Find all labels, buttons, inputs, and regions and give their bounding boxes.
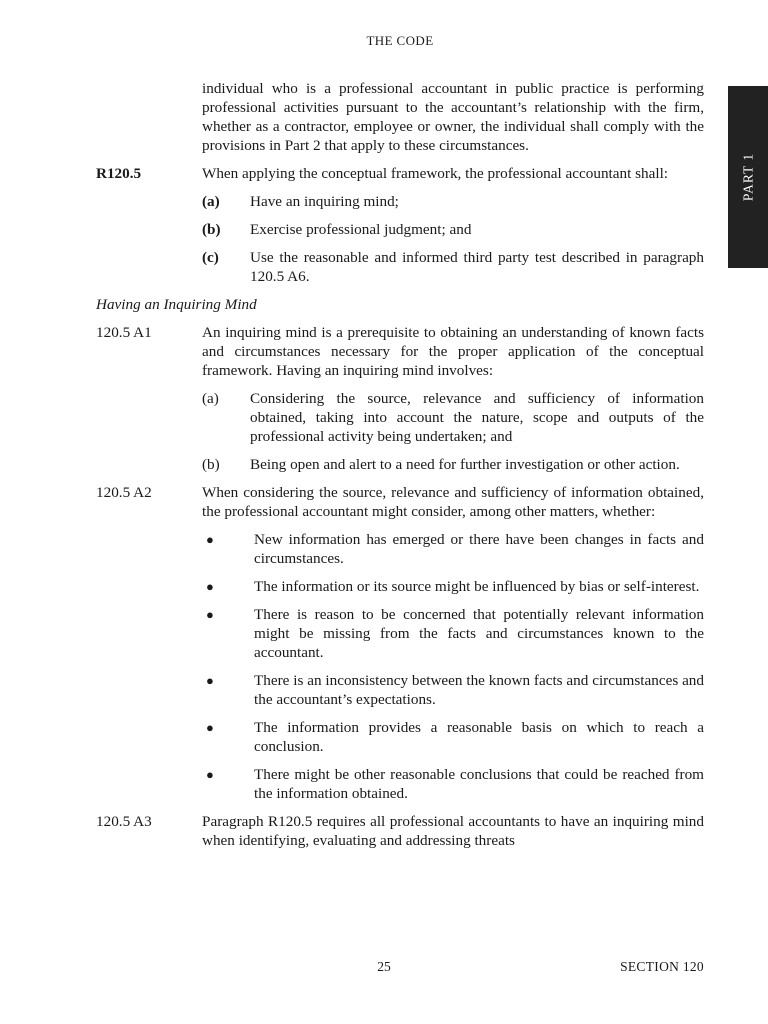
list-marker: (c) — [202, 249, 219, 266]
part-tab-label: PART 1 — [740, 152, 756, 202]
paragraph-number: 120.5 A2 — [96, 484, 152, 501]
paragraph-120-5-a2 — [96, 483, 704, 521]
page-number: 25 — [377, 959, 391, 974]
paragraph-120-5-a1 — [96, 323, 704, 380]
bullet-icon: ● — [206, 720, 214, 735]
list-item-text: Being open and alert to a need for further investigation or other action. — [250, 456, 680, 473]
list-marker: (a) — [202, 390, 219, 407]
bullet-item — [202, 765, 704, 803]
bullet-item — [202, 718, 704, 756]
bullet-text: New information has emerged or there have been changes in facts and circumstances. — [254, 531, 704, 567]
list-marker: (b) — [202, 221, 221, 238]
paragraph-number: 120.5 A1 — [96, 324, 152, 341]
bullet-text: The information or its source might be influenced by bias or self-interest. — [254, 578, 700, 595]
list-item — [202, 455, 704, 474]
bullet-text: There might be other reasonable conclusions that could be reached from the information obtained. — [254, 766, 704, 802]
list-item — [202, 192, 704, 211]
intro-text: individual who is a professional accountant in public practice is performing professional activities pursuant to the accountant’s relationship with the firm, whether as a contractor, employee or owner, the individual shall comply with the provisions in Part 2 that apply to these circumstances. — [202, 80, 704, 154]
list-item — [202, 220, 704, 239]
list-marker: (a) — [202, 193, 220, 210]
bullet-icon: ● — [206, 579, 214, 594]
running-header: THE CODE — [366, 33, 434, 48]
subheading: Having an Inquiring Mind — [96, 296, 257, 313]
bullet-item — [202, 530, 704, 568]
list-item-text: Use the reasonable and informed third party test described in paragraph 120.5 A6. — [250, 249, 704, 285]
list-item-text: Have an inquiring mind; — [250, 193, 399, 210]
paragraph-r120-5 — [96, 164, 704, 183]
paragraph-text: An inquiring mind is a prerequisite to obtaining an understanding of known facts and circumstances necessary for the proper application of the conceptual framework. Having an inquiring mind involves: — [202, 324, 704, 379]
bullet-icon: ● — [206, 767, 214, 782]
paragraph-text: When considering the source, relevance and sufficiency of information obtained, the professional accountant might consider, among other matters, whether: — [202, 484, 704, 520]
part-tab — [728, 86, 768, 268]
bullet-icon: ● — [206, 532, 214, 547]
bullet-text: There is an inconsistency between the known facts and circumstances and the accountant’s expectations. — [254, 672, 704, 708]
list-item-text: Considering the source, relevance and sufficiency of information obtained, taking into account the nature, scope and outputs of the professional activity being undertaken; and — [250, 390, 704, 445]
intro-paragraph — [96, 79, 704, 155]
paragraph-number: 120.5 A3 — [96, 813, 152, 830]
bullet-icon: ● — [206, 607, 214, 622]
bullet-text: There is reason to be concerned that potentially relevant information might be missing from the facts and circumstances known to the accountant. — [254, 606, 704, 661]
section-label: SECTION 120 — [620, 959, 704, 974]
list-item — [202, 389, 704, 446]
bullet-text: The information provides a reasonable basis on which to reach a conclusion. — [254, 719, 704, 755]
page-footer — [96, 957, 704, 977]
page-body — [96, 79, 704, 859]
bullet-icon: ● — [206, 673, 214, 688]
paragraph-text: Paragraph R120.5 requires all professional accountants to have an inquiring mind when identifying, evaluating and addressing threats — [202, 813, 704, 849]
considerations-list — [202, 530, 704, 803]
bullet-item — [202, 671, 704, 709]
bullet-item — [202, 605, 704, 662]
paragraph-number: R120.5 — [96, 165, 142, 182]
list-item-text: Exercise professional judgment; and — [250, 221, 472, 238]
list-marker: (b) — [202, 456, 220, 473]
inquiring-mind-list — [202, 389, 704, 474]
paragraph-120-5-a3 — [96, 812, 704, 850]
paragraph-text: When applying the conceptual framework, the professional accountant shall: — [202, 165, 669, 182]
bullet-item — [202, 577, 704, 596]
requirement-list — [202, 192, 704, 286]
list-item — [202, 248, 704, 286]
